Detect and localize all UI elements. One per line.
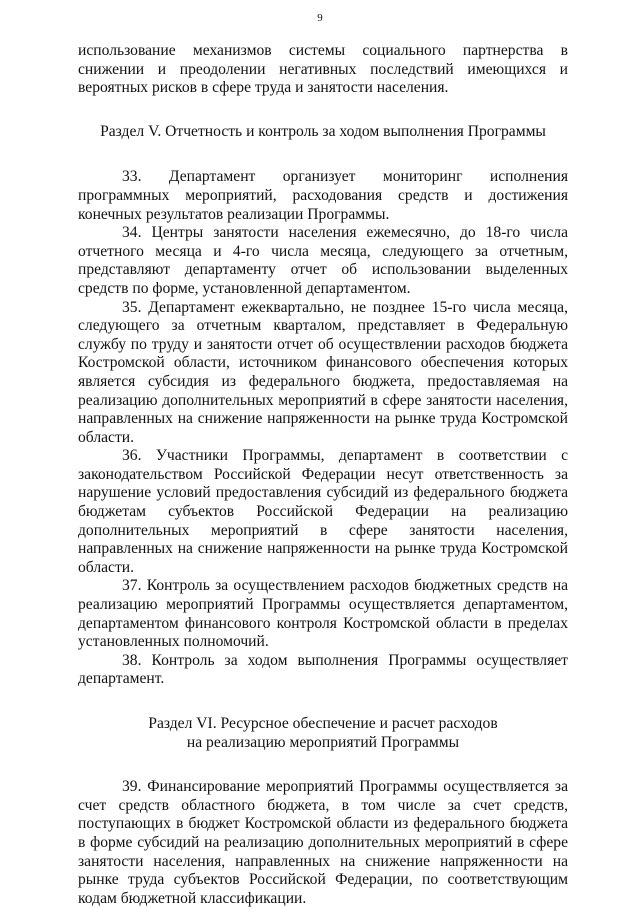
document-body <box>78 42 568 908</box>
section-vi-heading-line-2: на реализацию мероприятий Программы <box>186 733 460 751</box>
section-v-heading: Раздел V. Отчетность и контроль за ходом выполнения Программы <box>100 122 546 140</box>
paragraph-38: 38. Контроль за ходом выполнения Программы осуществляет департамент. <box>78 651 568 688</box>
paragraph-33: 33. Департамент организует мониторинг исполнения программных мероприятий, расходования средств и достижения конечных результатов реализации Программы. <box>78 168 568 223</box>
section-vi-heading-line-1: Раздел VI. Ресурсное обеспечение и расчет расходов <box>148 715 498 732</box>
paragraph-35: 35. Департамент ежеквартально, не позднее 15-го числа месяца, следующего за отчетным кварталом, представляет в Федеральную службу по труду и занятости отчет об осуществлении расходов бюджета Костромской области, источником финансового обеспечения которых является субсидия из федерального бюджета, предоставляемая на реализацию дополнительных мероприятий в сфере занятости населения, направленных на снижение напряженности на рынке труда Костромской области. <box>78 298 568 446</box>
page-number: 9 <box>317 12 323 24</box>
paragraph-34: 34. Центры занятости населения ежемесячно, до 18-го числа отчетного месяца и 4-го числа месяца, следующего за отчетным, представляют департаменту отчет об использовании выделенных средств по форме, установленной департаментом. <box>78 224 568 297</box>
paragraph-37: 37. Контроль за осуществлением расходов бюджетных средств на реализацию мероприятий Программы осуществляется департаментом, департаментом финансового контроля Костромской области в пределах установленных полномочий. <box>78 577 568 651</box>
paragraph-39: 39. Финансирование мероприятий Программы осуществляется за счет средств областного бюджета, в том числе за счет средств, поступающих в бюджет Костромской области из федерального бюджета в форме субсидий на реализацию дополнительных мероприятий в сфере занятости населения, направленных на снижение напряженности на рынке труда субъектов Российской Федерации, по соответствующим кодам бюджетной классификации. <box>78 778 568 907</box>
paragraph-36: 36. Участники Программы, департамент в соответствии с законодательством Российской Федерации несут ответственность за нарушение условий предоставления субсидий из федерального бюджета бюджетам субъектов Российской Федерации на реализацию дополнительных мероприятий в сфере занятости населения, направленных на снижение напряженности на рынке труда Костромской области. <box>78 447 568 576</box>
intro-paragraph: использование механизмов системы социального партнерства в снижении и преодолении негативных последствий имеющихся и вероятных рисков в сфере труда и занятости населения. <box>78 42 568 97</box>
